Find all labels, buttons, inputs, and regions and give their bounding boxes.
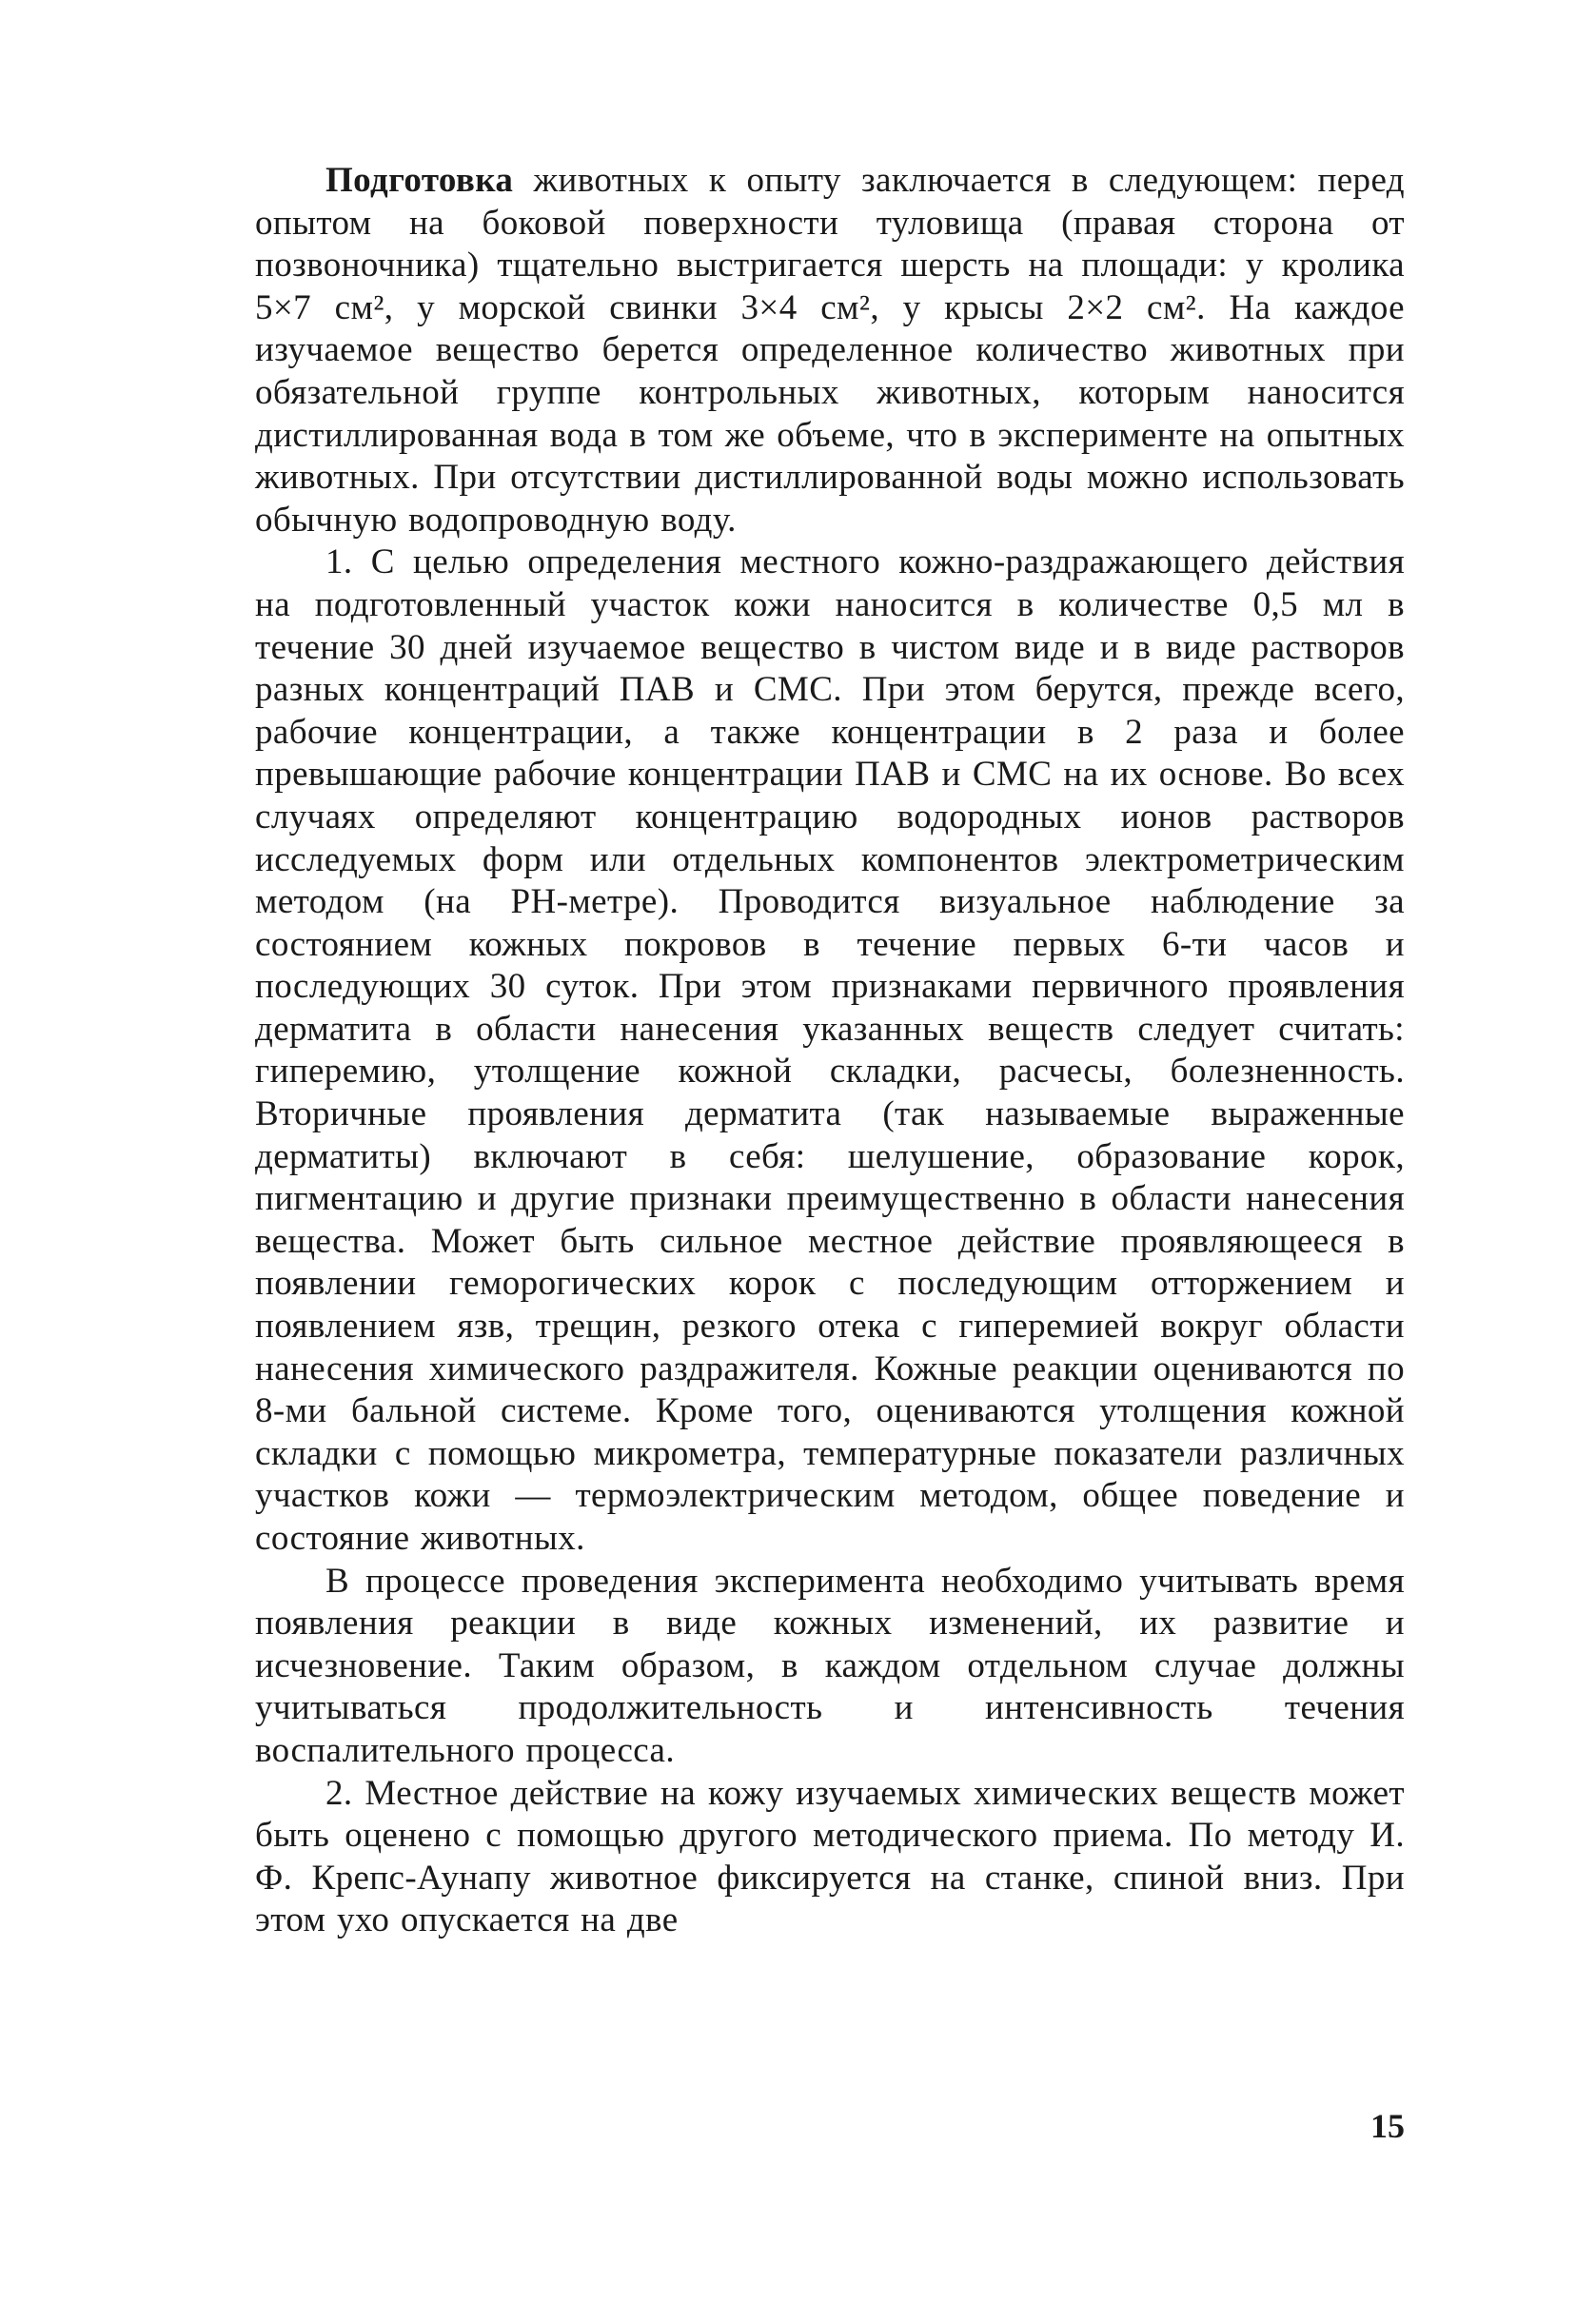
intro-paragraph — [255, 160, 1405, 541]
intro-lead: Подготовка — [325, 161, 514, 200]
paragraph-1: 1. С целью определения местного кожно-раздражающего действия на подготовленный участок кожи наносится в количестве 0,5 мл в течение 30 дней изучаемое вещество в чистом виде и в виде растворов разных концентраций ПАВ и СМС. При этом берутся, прежде всего, рабочие концентрации, а также концентрации в 2 раза и более превышающие рабочие концентрации ПАВ и СМС на их основе. Во всех случаях определяют концентрацию водородных ионов растворов исследуемых форм или отдельных компонентов электрометрическим методом (на PH-метре). Проводится визуальное наблюдение за состоянием кожных покровов в течение первых 6-ти часов и последующих 30 суток. При этом признаками первичного проявления дерматита в области нанесения указанных веществ следует считать: гиперемию, утолщение кожной складки, расчесы, болезненность. Вторичные проявления дерматита (так называемые выраженные дерматиты) включают в себя: шелушение, образование корок, пигментацию и другие признаки преимущественно в области нанесения вещества. Может быть сильное местное действие проявляющееся в появлении геморогических корок с последующим отторжением и появлением язв, трещин, резкого отека с гиперемией вокруг области нанесения химического раздражителя. Кожные реакции оцениваются по 8-ми бальной системе. Кроме того, оцениваются утолщения кожной складки с помощью микрометра, температурные показатели различных участков кожи — термоэлектрическим методом, общее поведение и состояние животных. — [255, 542, 1405, 1558]
page-number: 15 — [1370, 2107, 1405, 2145]
body-text — [255, 160, 1405, 1942]
paragraph-3: 2. Местное действие на кожу изучаемых химических веществ может быть оценено с помощью другого методического приема. По методу И. Ф. Крепс-Аунапу животное фиксируется на станке, спиной вниз. При этом ухо опускается на две — [255, 1773, 1405, 1940]
intro-text: животных к опыту заключается в следующем: перед опытом на боковой поверхности туловища (правая сторона от позвоночника) тщательно выстригается шерсть на площади: у кролика 5×7 см², у морской свинки 3×4 см², у крысы 2×2 см². На каждое изучаемое вещество берется определенное количество животных при обязательной группе контрольных животных, которым наносится дистиллированная вода в том же объеме, что в эксперименте на опытных животных. При отсутствии дистиллированной воды можно использовать обычную водопроводную воду. — [255, 161, 1405, 540]
paragraph-2: В процессе проведения эксперимента необходимо учитывать время появления реакции в виде кожных изменений, их развитие и исчезновение. Таким образом, в каждом отдельном случае должны учитываться продолжительность и интенсивность течения воспалительного процесса. — [255, 1561, 1405, 1770]
